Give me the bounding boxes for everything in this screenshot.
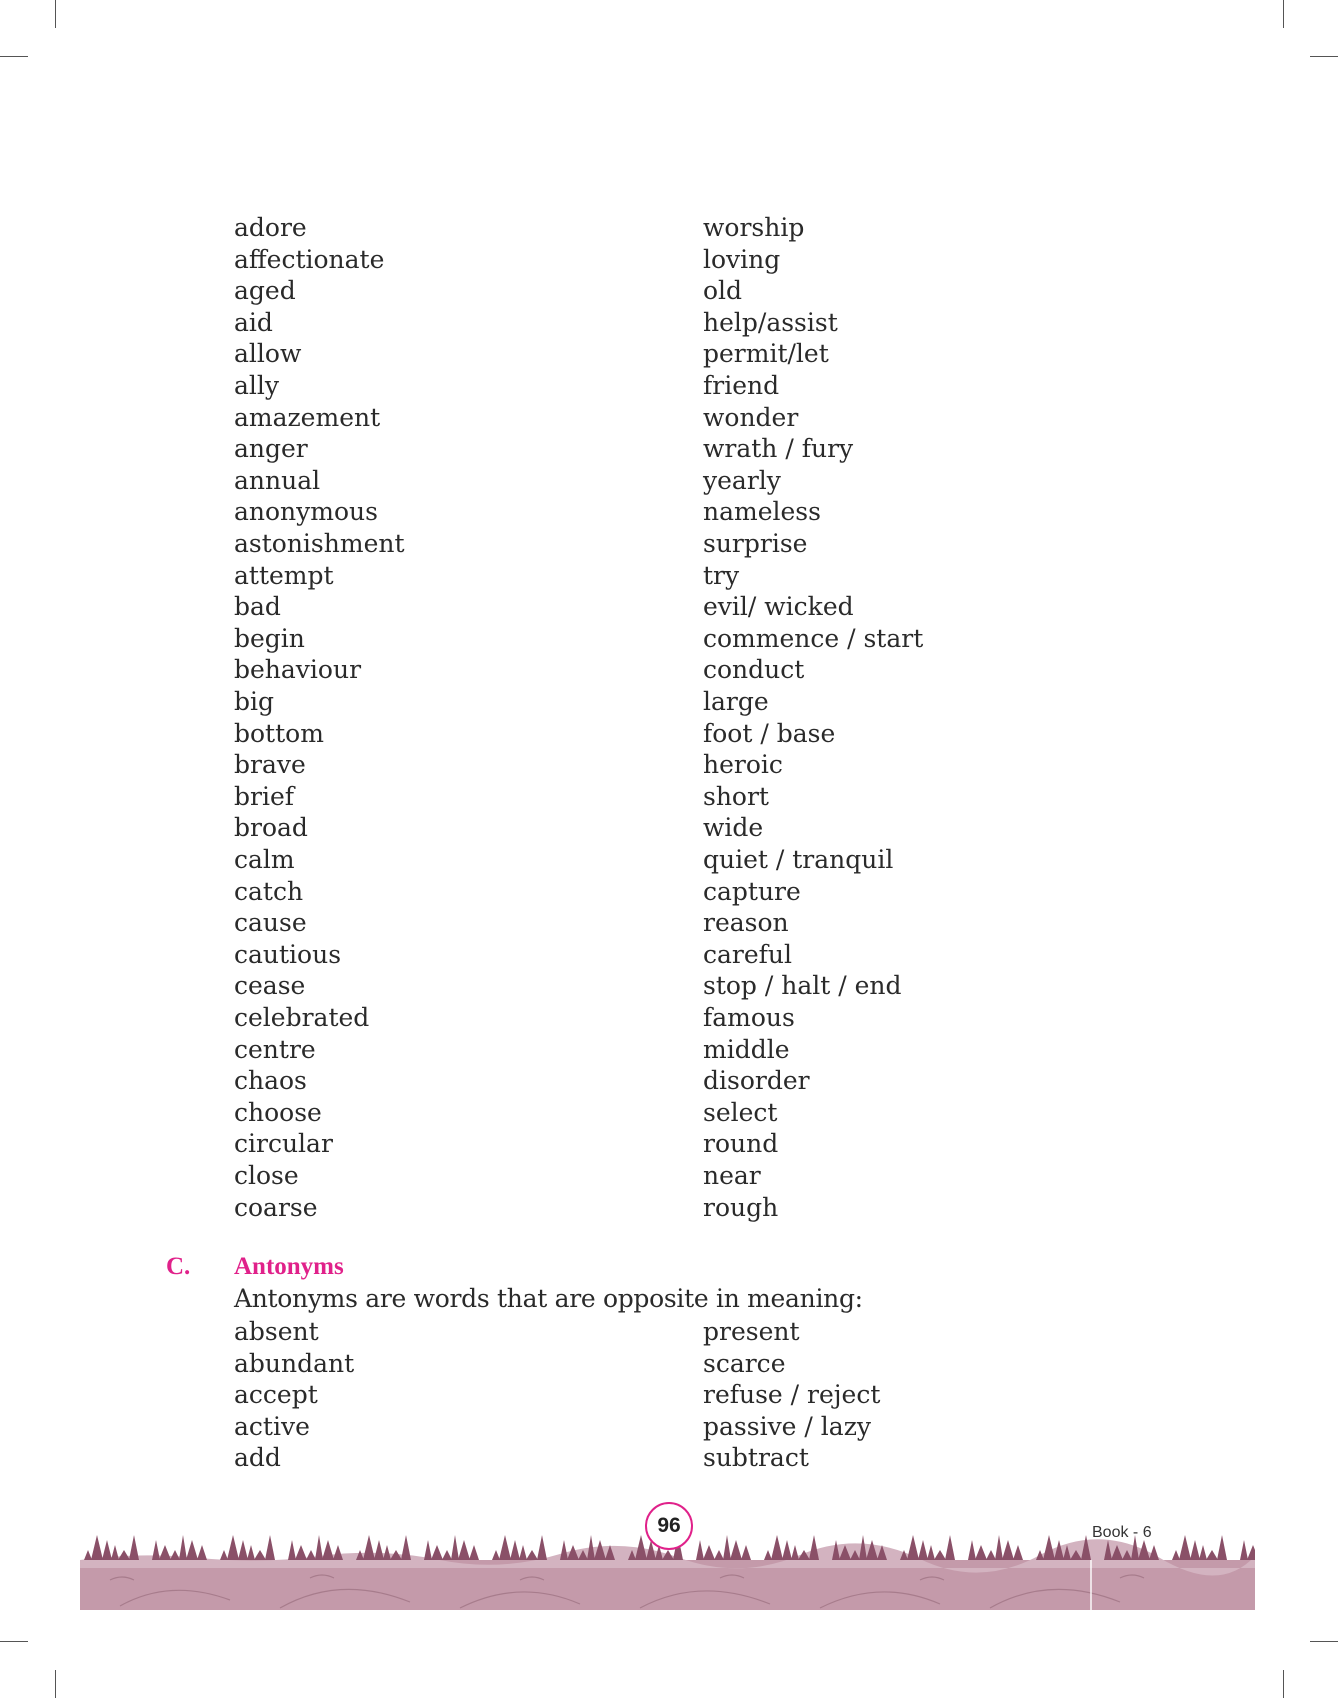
- synonym-meaning: worship: [703, 213, 805, 242]
- tree-shape: [306, 1550, 316, 1560]
- antonym-opposite: present: [703, 1317, 800, 1346]
- synonym-meaning: round: [703, 1129, 779, 1159]
- tree-shape: [764, 1550, 772, 1560]
- synonym-word: astonishment: [234, 529, 405, 558]
- tree-shape: [771, 1535, 783, 1560]
- antonym-opposite: subtract: [703, 1443, 809, 1473]
- tree-shape: [714, 1550, 724, 1560]
- tree-shape: [782, 1540, 792, 1560]
- synonym-word: ally: [234, 371, 280, 400]
- crop-mark: [55, 0, 56, 28]
- synonym-meaning: short: [703, 781, 769, 811]
- tree-shape: [84, 1550, 92, 1560]
- page-number-badge: 96: [645, 1502, 693, 1550]
- tree-shape: [295, 1545, 307, 1560]
- synonym-word: anger: [234, 434, 308, 464]
- synonym-word: aged: [234, 276, 296, 306]
- antonym-word: accept: [234, 1380, 318, 1410]
- tree-shape: [458, 1540, 470, 1560]
- synonym-word: coarse: [234, 1192, 318, 1222]
- synonym-meaning: wide: [703, 813, 764, 843]
- tree-shape: [238, 1540, 248, 1560]
- crop-mark: [1283, 1670, 1284, 1698]
- synonym-word: allow: [234, 339, 302, 369]
- synonym-meaning: large: [703, 687, 769, 716]
- synonym-meaning: middle: [703, 1034, 790, 1064]
- tree-shape: [322, 1540, 334, 1560]
- crop-mark: [55, 1670, 56, 1698]
- tree-shape: [918, 1540, 928, 1560]
- tree-shape: [510, 1540, 520, 1560]
- crop-mark: [1310, 1641, 1338, 1642]
- synonym-meaning: careful: [703, 939, 793, 969]
- tree-shape: [741, 1545, 751, 1560]
- tree-shape: [1206, 1550, 1218, 1560]
- antonym-opposite: passive / lazy: [703, 1411, 871, 1441]
- synonym-word: brief: [234, 781, 294, 811]
- tree-shape: [1002, 1540, 1014, 1560]
- synonym-word: amazement: [234, 402, 381, 432]
- antonym-word: absent: [234, 1317, 319, 1346]
- tree-shape: [1179, 1535, 1191, 1560]
- tree-shape: [975, 1545, 987, 1560]
- tree-shape: [431, 1545, 443, 1560]
- tree-shape: [934, 1550, 946, 1560]
- antonym-word: active: [234, 1411, 310, 1441]
- synonym-word: broad: [234, 813, 308, 843]
- synonym-word: aid: [234, 307, 273, 337]
- tree-shape: [186, 1540, 198, 1560]
- tree-shape: [537, 1535, 547, 1560]
- section-title: Antonyms: [234, 1253, 344, 1280]
- tree-shape: [723, 1535, 731, 1560]
- tree-shape: [1013, 1545, 1023, 1560]
- tree-shape: [469, 1545, 479, 1560]
- book-label: Book - 6: [1092, 1524, 1152, 1541]
- synonym-word: cautious: [234, 939, 342, 969]
- synonym-meaning: commence / start: [703, 623, 924, 653]
- tree-shape: [703, 1545, 715, 1560]
- tree-shape: [401, 1535, 411, 1560]
- tree-shape: [945, 1535, 955, 1560]
- synonym-meaning: disorder: [703, 1066, 810, 1096]
- tree-shape: [499, 1535, 511, 1560]
- tree-shape: [526, 1550, 538, 1560]
- tree-shape: [333, 1545, 343, 1560]
- synonym-word: annual: [234, 465, 321, 495]
- synonym-meaning: surprise: [703, 529, 808, 558]
- tree-shape: [1043, 1535, 1055, 1560]
- synonym-word: begin: [234, 623, 305, 653]
- synonym-word: celebrated: [234, 1003, 370, 1032]
- synonym-meaning: old: [703, 276, 743, 306]
- tree-shape: [383, 1545, 391, 1560]
- tree-shape: [315, 1535, 323, 1560]
- antonym-opposite: refuse / reject: [703, 1380, 881, 1410]
- tree-shape: [227, 1535, 239, 1560]
- synonym-meaning: try: [703, 560, 740, 590]
- synonym-word: anonymous: [234, 497, 378, 527]
- tree-shape: [170, 1550, 180, 1560]
- synonym-word: adore: [234, 213, 307, 242]
- footer-fold: [1090, 1560, 1092, 1610]
- tree-shape: [424, 1540, 432, 1560]
- tree-shape: [265, 1535, 275, 1560]
- tree-shape: [1217, 1535, 1227, 1560]
- antonym-opposite: scarce: [703, 1348, 786, 1378]
- synonym-meaning: nameless: [703, 497, 821, 527]
- synonym-word: attempt: [234, 560, 334, 590]
- tree-shape: [159, 1545, 171, 1560]
- synonym-meaning: capture: [703, 876, 801, 906]
- tree-shape: [696, 1540, 704, 1560]
- synonym-word: cause: [234, 908, 307, 938]
- tree-shape: [730, 1540, 742, 1560]
- antonym-word: add: [234, 1443, 281, 1473]
- synonym-word: calm: [234, 845, 295, 874]
- synonym-word: big: [234, 687, 275, 716]
- section-letter: C.: [166, 1253, 191, 1280]
- antonym-word: abundant: [234, 1348, 355, 1378]
- tree-shape: [91, 1535, 103, 1560]
- synonym-meaning: evil/ wicked: [703, 592, 854, 622]
- crop-mark: [1283, 0, 1284, 28]
- synonym-word: cease: [234, 971, 306, 1001]
- synonym-word: brave: [234, 750, 306, 780]
- tree-shape: [986, 1550, 996, 1560]
- synonym-word: bottom: [234, 718, 324, 748]
- synonym-meaning: loving: [703, 244, 781, 274]
- synonym-word: catch: [234, 876, 304, 906]
- tree-shape: [1149, 1545, 1159, 1560]
- synonym-meaning: rough: [703, 1192, 779, 1222]
- tree-shape: [1240, 1540, 1248, 1560]
- synonym-word: affectionate: [234, 244, 385, 274]
- synonym-word: choose: [234, 1097, 322, 1127]
- tree-shape: [363, 1535, 375, 1560]
- tree-shape: [1247, 1545, 1255, 1560]
- crop-mark: [1310, 56, 1338, 57]
- synonym-meaning: stop / halt / end: [703, 971, 902, 1001]
- synonym-meaning: wonder: [703, 402, 799, 432]
- tree-shape: [220, 1550, 228, 1560]
- tree-shape: [927, 1545, 935, 1560]
- tree-shape: [254, 1550, 266, 1560]
- synonym-meaning: permit/let: [703, 339, 829, 369]
- section-intro: Antonyms are words that are opposite in meaning:: [234, 1284, 863, 1313]
- tree-shape: [118, 1550, 130, 1560]
- tree-shape: [374, 1540, 384, 1560]
- tree-shape: [179, 1535, 187, 1560]
- tree-shape: [288, 1540, 296, 1560]
- crop-mark: [0, 56, 28, 57]
- synonym-meaning: friend: [703, 371, 780, 400]
- tree-shape: [492, 1550, 500, 1560]
- synonym-word: circular: [234, 1129, 333, 1159]
- synonym-meaning: wrath / fury: [703, 434, 854, 464]
- synonym-meaning: help/assist: [703, 307, 838, 337]
- synonym-meaning: conduct: [703, 655, 805, 685]
- synonym-meaning: reason: [703, 908, 789, 938]
- tree-shape: [129, 1535, 139, 1560]
- synonym-meaning: famous: [703, 1003, 795, 1032]
- synonym-word: close: [234, 1161, 299, 1190]
- crop-mark: [0, 1641, 28, 1642]
- synonym-meaning: select: [703, 1097, 778, 1127]
- tree-shape: [1190, 1540, 1200, 1560]
- tree-shape: [560, 1540, 568, 1560]
- tree-shape: [809, 1535, 819, 1560]
- synonym-meaning: foot / base: [703, 718, 836, 748]
- tree-shape: [197, 1545, 207, 1560]
- tree-shape: [1199, 1545, 1207, 1560]
- synonym-meaning: heroic: [703, 750, 783, 780]
- tree-shape: [442, 1550, 452, 1560]
- tree-shape: [519, 1545, 527, 1560]
- tree-shape: [968, 1540, 976, 1560]
- synonym-word: behaviour: [234, 655, 362, 685]
- tree-shape: [111, 1545, 119, 1560]
- tree-shape: [247, 1545, 255, 1560]
- synonym-word: chaos: [234, 1066, 307, 1096]
- synonym-word: bad: [234, 592, 281, 622]
- synonym-meaning: near: [703, 1161, 761, 1190]
- tree-shape: [102, 1540, 112, 1560]
- tree-shape: [1172, 1550, 1180, 1560]
- tree-shape: [907, 1535, 919, 1560]
- synonym-word: centre: [234, 1034, 316, 1064]
- tree-shape: [995, 1535, 1003, 1560]
- synonym-meaning: quiet / tranquil: [703, 845, 894, 874]
- synonym-meaning: yearly: [703, 465, 781, 495]
- tree-shape: [152, 1540, 160, 1560]
- tree-shape: [791, 1545, 799, 1560]
- tree-shape: [451, 1535, 459, 1560]
